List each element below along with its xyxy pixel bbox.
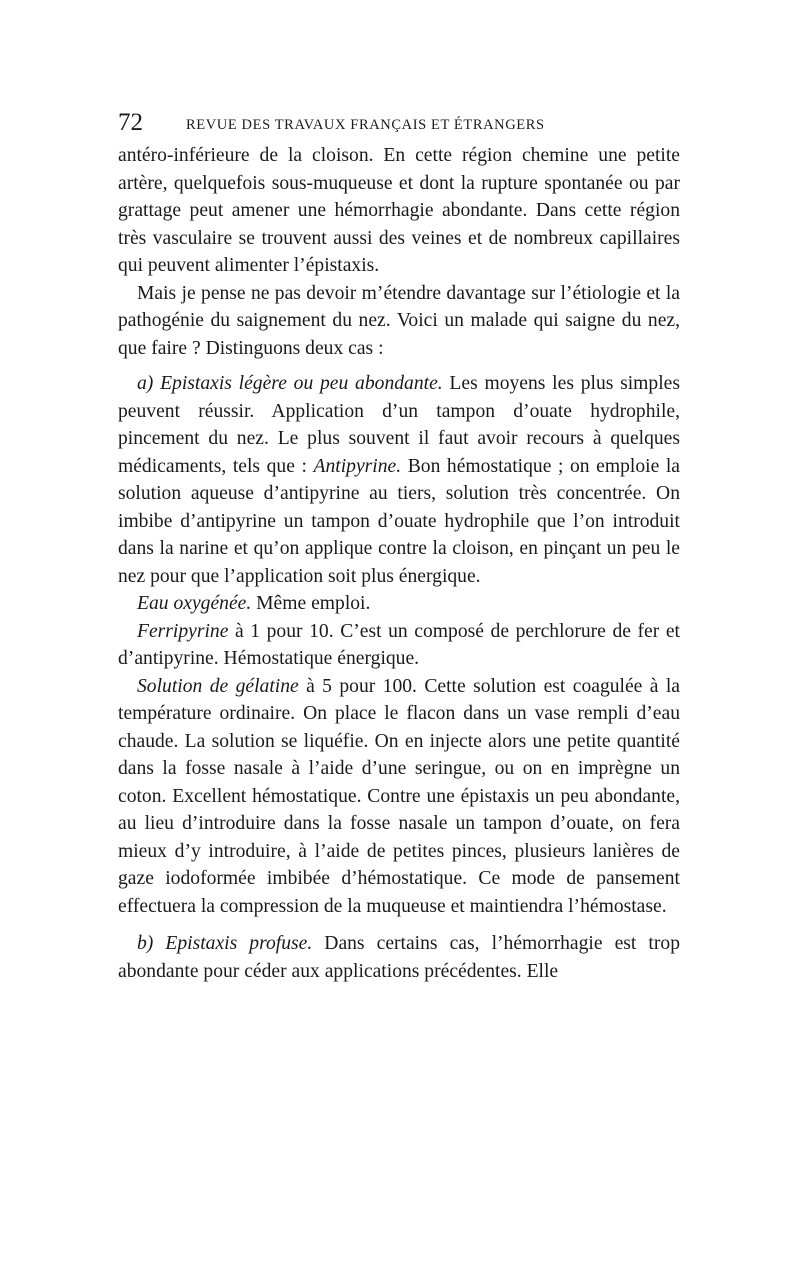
page-header [118, 108, 680, 142]
paragraph-4 [118, 590, 680, 618]
paragraph-6-lead: Solution de gélatine [137, 675, 299, 697]
paragraph-3 [118, 370, 680, 590]
paragraph-4-lead: Eau oxygénée. [137, 593, 252, 614]
paragraph-6-text: à 5 pour 100. Cette solution est coagulée à la température ordinaire. On place le flacon dans un vase rempli d’eau chaude. La solution se liquéfie. On en injecte alors une petite quantité dans la fosse nasale à l’aide d’une seringue, ou on en imprègne un coton. Excellent hémostatique. Contre une épistaxis un peu abondante, au lieu d’introduire dans la fosse nasale un tampon d’ouate, on fera mieux d’y introduire, à l’aide de petites pinces, plusieurs lanières de gaze iodoformée imbibée d’hémostatique. Ce mode de pansement effectuera la compression de la muqueuse et maintiendra l’hémostase. [118, 675, 680, 917]
document-page [118, 108, 680, 985]
paragraph-4-text: Même emploi. [251, 593, 371, 614]
paragraph-3-lead: a) Epistaxis légère ou peu abondante. [137, 373, 443, 394]
paragraph-2-text: Mais je pense ne pas devoir m’étendre davantage sur l’étiologie et la pathogénie du saignement du nez. Voici un malade qui saigne du nez, que faire ? Distinguons deux cas : [118, 282, 680, 359]
paragraph-5-text: à 1 pour 10. C’est un composé de perchlorure de fer et d’antipyrine. Hémostatique énergique. [118, 620, 680, 669]
running-title: REVUE DES TRAVAUX FRANÇAIS ET ÉTRANGERS [186, 117, 545, 133]
paragraph-7-text: Dans certains cas, l’hémorrhagie est trop abondante pour céder aux applications précédentes. Elle [118, 933, 680, 982]
paragraph-3-text-continued: Bon hémostatique ; on emploie la solution aqueuse d’antipyrine au tiers, solution très concentrée. On imbibe d’antipyrine un tampon d’ouate hydrophile que l’on introduit dans la narine et qu’on applique contre la cloison, en pinçant un peu le nez pour que l’application soit plus énergique. [118, 455, 680, 587]
paragraph-7-lead: b) Epistaxis profuse. [137, 933, 313, 954]
paragraph-7 [118, 930, 680, 985]
paragraph-5-lead: Ferripyrine [137, 620, 229, 642]
paragraph-1 [118, 142, 680, 280]
paragraph-2 [118, 280, 680, 363]
paragraph-6 [118, 673, 680, 921]
body-text [118, 142, 680, 985]
paragraph-1-text: antéro-inférieure de la cloison. En cette région chemine une petite artère, quelquefois sous-muqueuse et dont la rupture spontanée ou par grattage peut amener une hémorrhagie abondante. Dans cette région très vasculaire se trouvent aussi des veines et de nombreux capillaires qui peuvent alimenter l’épistaxis. [118, 145, 680, 276]
page-number: 72 [118, 109, 143, 136]
paragraph-5 [118, 618, 680, 673]
paragraph-3-text: Les moyens les plus simples peuvent réussir. Application d’un tampon d’ouate hydrophile, pincement du nez. Le plus souvent il faut avoir recours à quelques médicaments, tels que : [118, 373, 680, 477]
paragraph-3-italic-term: Antipyrine. [313, 455, 402, 477]
